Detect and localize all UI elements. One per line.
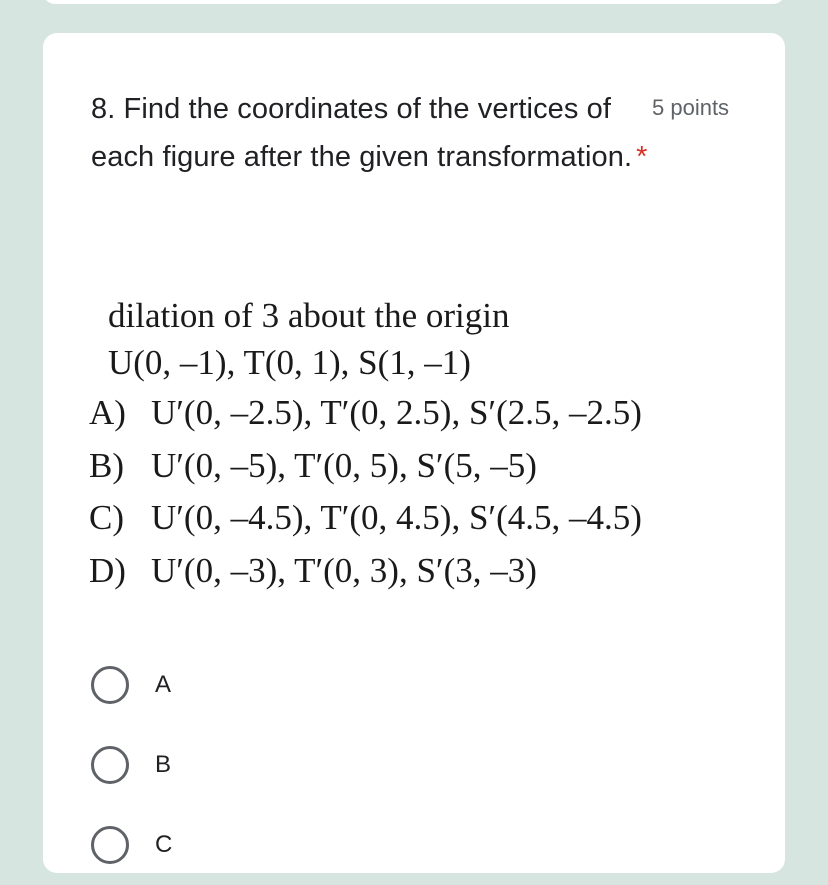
choice-letter: D) bbox=[89, 550, 126, 590]
choice-letter: A) bbox=[89, 393, 126, 432]
choice-text: U′(0, –4.5), T′(0, 4.5), S′(4.5, –4.5) bbox=[151, 498, 642, 537]
radio-button[interactable] bbox=[91, 666, 129, 704]
radio-option-label: A bbox=[155, 671, 172, 698]
radio-option-b[interactable] bbox=[91, 725, 172, 805]
radio-button[interactable] bbox=[91, 746, 129, 784]
choice-text: U′(0, –3), T′(0, 3), S′(3, –3) bbox=[151, 550, 537, 590]
radio-options bbox=[91, 645, 172, 885]
problem-instruction: dilation of 3 about the origin bbox=[108, 296, 510, 335]
answer-choice-c bbox=[89, 492, 769, 545]
points-label: 5 points bbox=[652, 95, 730, 120]
choice-text: U′(0, –2.5), T′(0, 2.5), S′(2.5, –2.5) bbox=[151, 393, 642, 432]
choice-letter: B) bbox=[89, 445, 124, 485]
radio-option-label: B bbox=[155, 751, 172, 778]
problem-given-points: U(0, –1), T(0, 1), S(1, –1) bbox=[108, 343, 471, 382]
previous-question-card bbox=[43, 0, 785, 4]
question-card bbox=[43, 33, 785, 873]
choice-letter: C) bbox=[89, 498, 124, 537]
problem-image bbox=[89, 293, 769, 597]
answer-choice-a bbox=[89, 387, 769, 440]
question-title bbox=[91, 85, 651, 181]
answer-choice-d bbox=[89, 545, 769, 598]
radio-option-label: C bbox=[155, 831, 173, 858]
radio-option-a[interactable] bbox=[91, 645, 172, 725]
answer-choice-b bbox=[89, 440, 769, 493]
radio-button[interactable] bbox=[91, 826, 129, 864]
question-title-text: 8. Find the coordinates of the vertices of each figure after the given transformation. bbox=[91, 93, 633, 173]
required-marker: * bbox=[636, 141, 648, 173]
radio-option-c[interactable] bbox=[91, 805, 172, 885]
choice-text: U′(0, –5), T′(0, 5), S′(5, –5) bbox=[151, 445, 537, 485]
